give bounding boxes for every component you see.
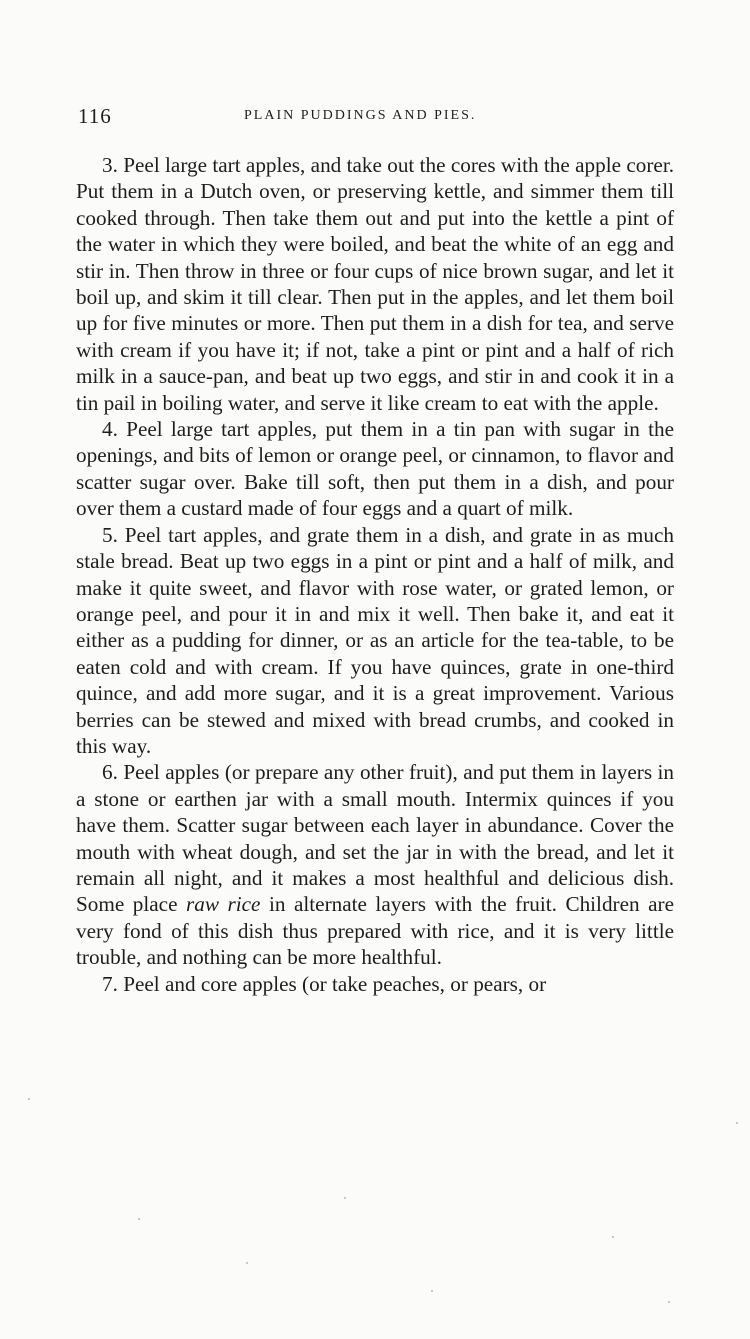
page-header [78, 104, 678, 128]
paper-speck [246, 1262, 248, 1264]
paper-speck [431, 1290, 433, 1292]
italic-emphasis: raw rice [186, 892, 261, 917]
paragraph-number: 6. [102, 760, 118, 785]
recipe-paragraph-6 [76, 759, 674, 970]
page-body [76, 152, 674, 997]
recipe-paragraph-3 [76, 152, 674, 416]
paragraph-text: Peel and core apples (or take peaches, or pears, or [123, 971, 547, 996]
page-number: 116 [78, 104, 112, 128]
paragraph-text-continued: in alternate layers with the fruit. Children are very fond of this dish thus prepared with rice, and it is very little trouble, and nothing can be more healthful. [76, 892, 674, 970]
paragraph-number: 7. [102, 971, 118, 996]
paper-speck [668, 1301, 670, 1303]
paragraph-number: 5. [102, 522, 118, 547]
recipe-paragraph-7 [76, 971, 674, 997]
recipe-paragraph-4 [76, 416, 674, 522]
paragraph-number: 3. [102, 153, 118, 177]
paper-speck [344, 1197, 346, 1199]
paragraph-text: Peel apples (or prepare any other fruit), and put them in layers in a stone or earthen jar with a small mouth. Intermix quinces if you have them. Scatter sugar between each layer in abundance. Cover the mouth with wheat dough, and set the jar in with the bread, and let it remain all night, and it makes a most healthful and delicious dish. Some place [76, 760, 675, 917]
recipe-paragraph-5 [76, 522, 674, 760]
paper-speck [28, 1098, 30, 1100]
paper-speck [736, 1122, 738, 1124]
paragraph-number: 4. [102, 417, 118, 442]
paper-speck [612, 1236, 614, 1238]
paragraph-text: Peel large tart apples, and take out the cores with the apple corer. Put them in a Dutch oven, or preserving kettle, and simmer them till cooked through. Then take them out and put into the kettle a pint of the water in which they were boiled, and beat the white of an egg and stir in. Then throw in three or four cups of nice brown sugar, and let it boil up, and skim it till clear. Then put in the apples, and let them boil up for five minutes or more. Then put them in a dish for tea, and serve with cream if you have it; if not, take a pint or pint and a half of rich milk in a sauce-pan, and beat up two eggs, and stir in and cook it in a tin pail in boiling water, and serve it like cream to eat with the apple. [76, 153, 674, 415]
running-head: PLAIN PUDDINGS AND PIES. [244, 108, 477, 123]
paper-speck [138, 1218, 140, 1220]
paragraph-text: Peel large tart apples, put them in a tin pan with sugar in the openings, and bits of lemon or orange peel, or cinnamon, to flavor and scatter sugar over. Bake till soft, then put them in a dish, and pour over them a custard made of four eggs and a quart of milk. [76, 417, 675, 521]
paragraph-text: Peel tart apples, and grate them in a dish, and grate in as much stale bread. Beat up two eggs in a pint or pint and a half of milk, and make it quite sweet, and flavor with rose water, or grated lemon, or orange peel, and pour it in and mix it well. Then bake it, and eat it either as a pudding for dinner, or as an article for the tea-table, to be eaten cold and with cream. If you have quinces, grate in one-third quince, and add more sugar, and it is a great improvement. Various berries can be stewed and mixed with bread crumbs, and cooked in this way. [76, 522, 674, 758]
